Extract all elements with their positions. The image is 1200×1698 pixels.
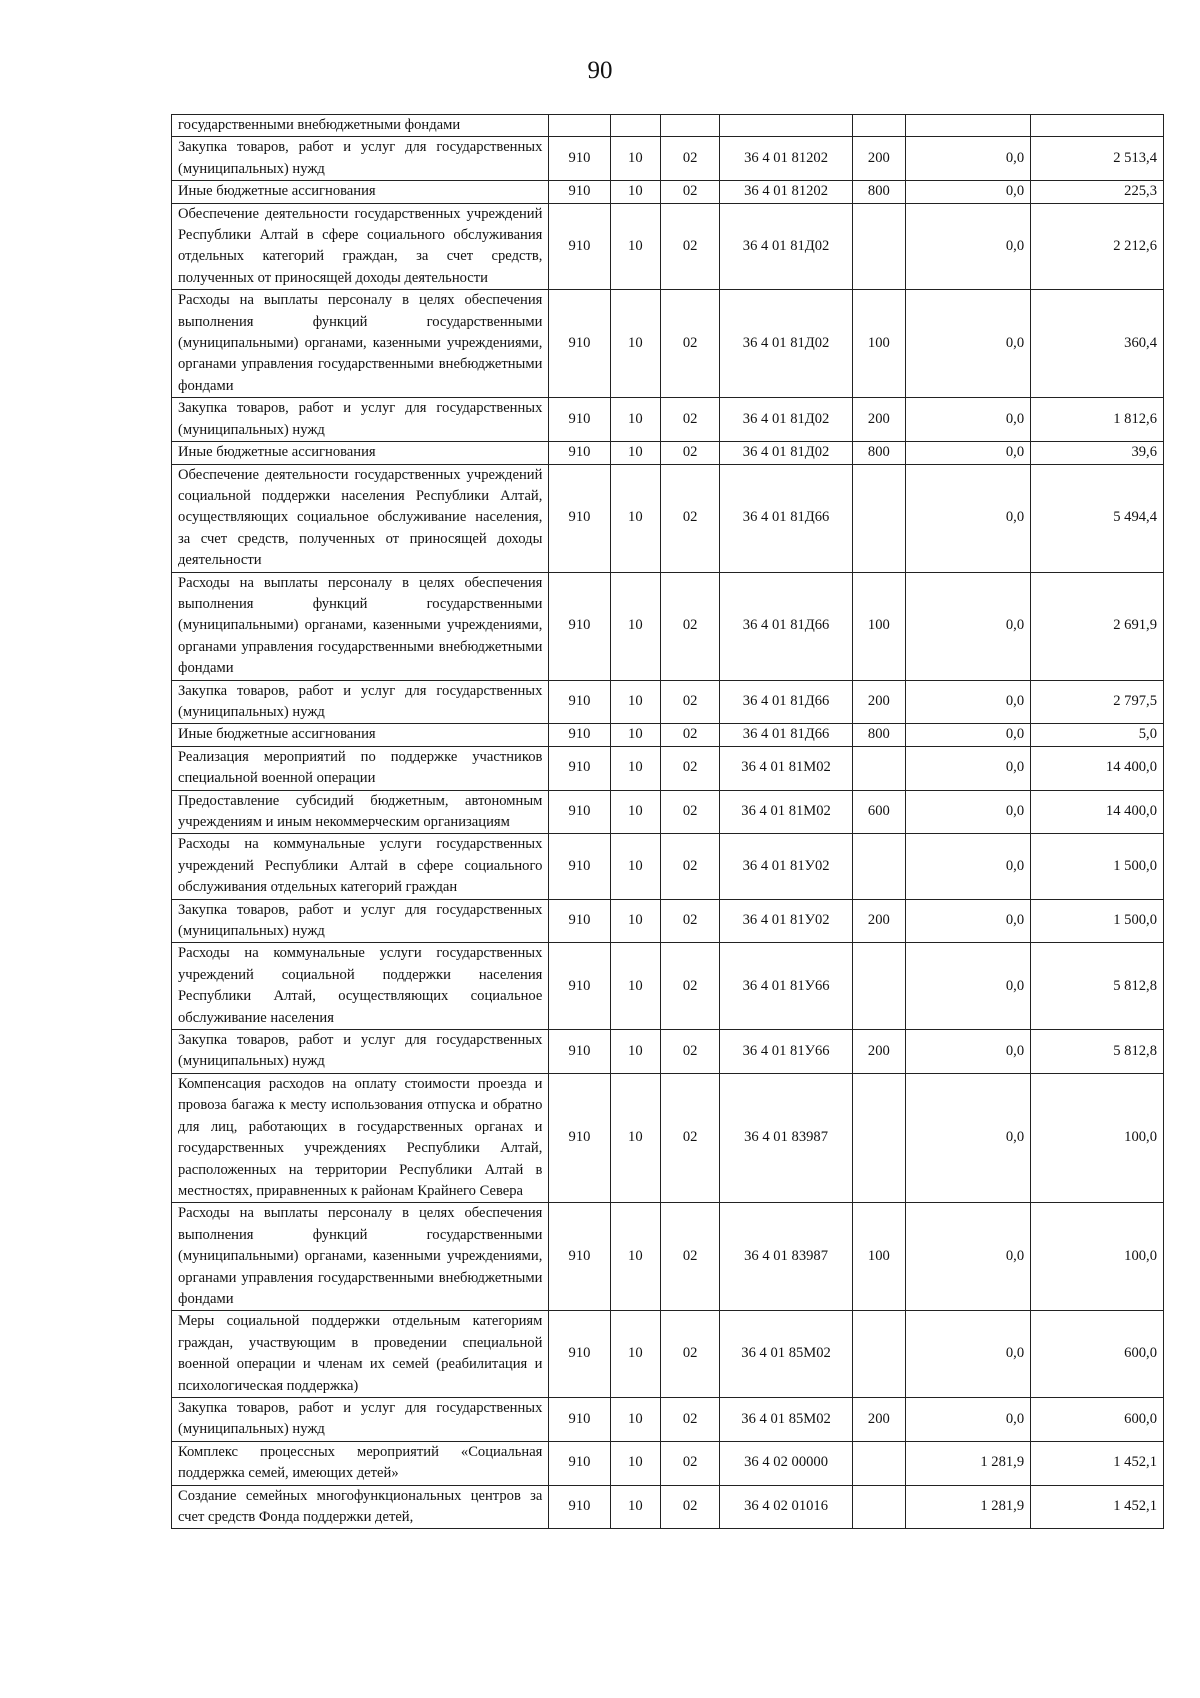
row-description: Закупка товаров, работ и услуг для государственных (муниципальных) нужд bbox=[172, 680, 549, 724]
table-row bbox=[172, 899, 1164, 943]
table-row bbox=[172, 834, 1164, 899]
target-article: 36 4 01 85М02 bbox=[720, 1311, 853, 1398]
amount-plan-1: 0,0 bbox=[905, 746, 1030, 790]
row-description: Закупка товаров, работ и услуг для государственных (муниципальных) нужд bbox=[172, 899, 549, 943]
amount-plan-1: 0,0 bbox=[905, 181, 1030, 203]
target-article: 36 4 01 83987 bbox=[720, 1073, 853, 1202]
section-code: 10 bbox=[610, 290, 661, 398]
expense-type bbox=[852, 203, 905, 290]
subsection-code: 02 bbox=[661, 1397, 720, 1441]
section-code: 10 bbox=[610, 834, 661, 899]
target-article: 36 4 01 81Д02 bbox=[720, 290, 853, 398]
subsection-code: 02 bbox=[661, 790, 720, 834]
admin-code: 910 bbox=[549, 790, 610, 834]
amount-plan-2: 100,0 bbox=[1031, 1203, 1164, 1311]
section-code: 10 bbox=[610, 724, 661, 746]
row-description: Расходы на выплаты персоналу в целях обеспечения выполнения функций государственными (муниципальными) органами, казенными учреждениями, органами управления государственными внебюджетными фондами bbox=[172, 572, 549, 680]
section-code: 10 bbox=[610, 1073, 661, 1202]
amount-plan-2: 600,0 bbox=[1031, 1311, 1164, 1398]
admin-code: 910 bbox=[549, 398, 610, 442]
section-code: 10 bbox=[610, 137, 661, 181]
expense-type: 200 bbox=[852, 680, 905, 724]
table-row bbox=[172, 203, 1164, 290]
target-article: 36 4 01 81Д02 bbox=[720, 203, 853, 290]
expense-type bbox=[852, 834, 905, 899]
amount-plan-2: 360,4 bbox=[1031, 290, 1164, 398]
table-row bbox=[172, 1030, 1164, 1074]
section-code: 10 bbox=[610, 790, 661, 834]
subsection-code: 02 bbox=[661, 724, 720, 746]
section-code: 10 bbox=[610, 181, 661, 203]
subsection-code: 02 bbox=[661, 181, 720, 203]
subsection-code: 02 bbox=[661, 203, 720, 290]
target-article: 36 4 01 81М02 bbox=[720, 746, 853, 790]
row-description: Закупка товаров, работ и услуг для государственных (муниципальных) нужд bbox=[172, 137, 549, 181]
amount-plan-1: 0,0 bbox=[905, 290, 1030, 398]
amount-plan-1: 0,0 bbox=[905, 398, 1030, 442]
amount-plan-2: 5 812,8 bbox=[1031, 1030, 1164, 1074]
subsection-code: 02 bbox=[661, 680, 720, 724]
section-code: 10 bbox=[610, 680, 661, 724]
budget-table bbox=[171, 114, 1164, 1529]
amount-plan-1: 0,0 bbox=[905, 1311, 1030, 1398]
section-code bbox=[610, 115, 661, 137]
amount-plan-1: 0,0 bbox=[905, 203, 1030, 290]
target-article: 36 4 01 81Д02 bbox=[720, 398, 853, 442]
amount-plan-2: 5 494,4 bbox=[1031, 464, 1164, 572]
amount-plan-2: 100,0 bbox=[1031, 1073, 1164, 1202]
amount-plan-2: 5,0 bbox=[1031, 724, 1164, 746]
subsection-code: 02 bbox=[661, 1311, 720, 1398]
table-row bbox=[172, 746, 1164, 790]
amount-plan-1: 0,0 bbox=[905, 572, 1030, 680]
table-row bbox=[172, 398, 1164, 442]
expense-type: 200 bbox=[852, 899, 905, 943]
section-code: 10 bbox=[610, 572, 661, 680]
table-row bbox=[172, 464, 1164, 572]
table-row bbox=[172, 115, 1164, 137]
table-row bbox=[172, 943, 1164, 1030]
target-article: 36 4 01 81У02 bbox=[720, 899, 853, 943]
amount-plan-2: 1 812,6 bbox=[1031, 398, 1164, 442]
target-article: 36 4 01 81Д66 bbox=[720, 724, 853, 746]
amount-plan-1: 0,0 bbox=[905, 464, 1030, 572]
admin-code: 910 bbox=[549, 834, 610, 899]
expense-type bbox=[852, 1441, 905, 1485]
page-number: 90 bbox=[587, 57, 613, 84]
row-description: Обеспечение деятельности государственных учреждений Республики Алтай в сфере социального обслуживания отдельных категорий граждан, за счет средств, полученных от приносящей доходы деятельности bbox=[172, 203, 549, 290]
admin-code: 910 bbox=[549, 572, 610, 680]
target-article: 36 4 01 85М02 bbox=[720, 1397, 853, 1441]
target-article: 36 4 01 81У02 bbox=[720, 834, 853, 899]
admin-code: 910 bbox=[549, 1485, 610, 1529]
amount-plan-1: 0,0 bbox=[905, 1073, 1030, 1202]
amount-plan-1: 0,0 bbox=[905, 943, 1030, 1030]
section-code: 10 bbox=[610, 203, 661, 290]
amount-plan-2: 1 500,0 bbox=[1031, 899, 1164, 943]
target-article: 36 4 01 81Д66 bbox=[720, 572, 853, 680]
amount-plan-2: 1 452,1 bbox=[1031, 1485, 1164, 1529]
admin-code: 910 bbox=[549, 181, 610, 203]
table-row bbox=[172, 1485, 1164, 1529]
admin-code: 910 bbox=[549, 464, 610, 572]
row-description: государственными внебюджетными фондами bbox=[172, 115, 549, 137]
target-article: 36 4 02 01016 bbox=[720, 1485, 853, 1529]
target-article: 36 4 01 81У66 bbox=[720, 1030, 853, 1074]
amount-plan-2: 2 797,5 bbox=[1031, 680, 1164, 724]
amount-plan-1: 1 281,9 bbox=[905, 1441, 1030, 1485]
target-article: 36 4 01 81202 bbox=[720, 137, 853, 181]
row-description: Создание семейных многофункциональных центров за счет средств Фонда поддержки детей, bbox=[172, 1485, 549, 1529]
expense-type bbox=[852, 115, 905, 137]
amount-plan-2: 39,6 bbox=[1031, 442, 1164, 464]
target-article: 36 4 01 83987 bbox=[720, 1203, 853, 1311]
amount-plan-2: 2 691,9 bbox=[1031, 572, 1164, 680]
table-row bbox=[172, 290, 1164, 398]
section-code: 10 bbox=[610, 464, 661, 572]
subsection-code: 02 bbox=[661, 1203, 720, 1311]
target-article: 36 4 01 81Д66 bbox=[720, 464, 853, 572]
amount-plan-1: 0,0 bbox=[905, 834, 1030, 899]
subsection-code: 02 bbox=[661, 1485, 720, 1529]
admin-code: 910 bbox=[549, 203, 610, 290]
target-article: 36 4 01 81М02 bbox=[720, 790, 853, 834]
section-code: 10 bbox=[610, 1485, 661, 1529]
amount-plan-2: 1 500,0 bbox=[1031, 834, 1164, 899]
table-row bbox=[172, 137, 1164, 181]
amount-plan-1: 0,0 bbox=[905, 899, 1030, 943]
subsection-code: 02 bbox=[661, 943, 720, 1030]
admin-code bbox=[549, 115, 610, 137]
expense-type: 100 bbox=[852, 1203, 905, 1311]
amount-plan-2: 2 513,4 bbox=[1031, 137, 1164, 181]
row-description: Расходы на выплаты персоналу в целях обеспечения выполнения функций государственными (муниципальными) органами, казенными учреждениями, органами управления государственными внебюджетными фондами bbox=[172, 290, 549, 398]
expense-type: 200 bbox=[852, 398, 905, 442]
subsection-code: 02 bbox=[661, 137, 720, 181]
section-code: 10 bbox=[610, 442, 661, 464]
expense-type: 200 bbox=[852, 1397, 905, 1441]
subsection-code: 02 bbox=[661, 899, 720, 943]
amount-plan-2: 2 212,6 bbox=[1031, 203, 1164, 290]
table-row bbox=[172, 1311, 1164, 1398]
amount-plan-1: 0,0 bbox=[905, 680, 1030, 724]
table-row bbox=[172, 680, 1164, 724]
table-row bbox=[172, 724, 1164, 746]
expense-type bbox=[852, 943, 905, 1030]
amount-plan-2: 5 812,8 bbox=[1031, 943, 1164, 1030]
expense-type: 800 bbox=[852, 181, 905, 203]
expense-type: 800 bbox=[852, 442, 905, 464]
row-description: Расходы на коммунальные услуги государственных учреждений социальной поддержки населения Республики Алтай, осуществляющих социальное обслуживание населения bbox=[172, 943, 549, 1030]
section-code: 10 bbox=[610, 1397, 661, 1441]
row-description: Меры социальной поддержки отдельным категориям граждан, участвующим в проведении специальной военной операции и членам их семей (реабилитация и психологическая поддержка) bbox=[172, 1311, 549, 1398]
target-article: 36 4 01 81202 bbox=[720, 181, 853, 203]
subsection-code: 02 bbox=[661, 442, 720, 464]
amount-plan-1: 0,0 bbox=[905, 1397, 1030, 1441]
admin-code: 910 bbox=[549, 137, 610, 181]
subsection-code: 02 bbox=[661, 834, 720, 899]
admin-code: 910 bbox=[549, 1311, 610, 1398]
amount-plan-1: 0,0 bbox=[905, 1030, 1030, 1074]
admin-code: 910 bbox=[549, 943, 610, 1030]
row-description: Реализация мероприятий по поддержке участников специальной военной операции bbox=[172, 746, 549, 790]
expense-type bbox=[852, 464, 905, 572]
section-code: 10 bbox=[610, 1441, 661, 1485]
amount-plan-1 bbox=[905, 115, 1030, 137]
table-row bbox=[172, 572, 1164, 680]
table-row bbox=[172, 1441, 1164, 1485]
row-description: Расходы на выплаты персоналу в целях обеспечения выполнения функций государственными (муниципальными) органами, казенными учреждениями, органами управления государственными внебюджетными фондами bbox=[172, 1203, 549, 1311]
row-description: Комплекс процессных мероприятий «Социальная поддержка семей, имеющих детей» bbox=[172, 1441, 549, 1485]
expense-type: 100 bbox=[852, 572, 905, 680]
amount-plan-1: 0,0 bbox=[905, 137, 1030, 181]
subsection-code: 02 bbox=[661, 464, 720, 572]
subsection-code bbox=[661, 115, 720, 137]
target-article: 36 4 02 00000 bbox=[720, 1441, 853, 1485]
expense-type bbox=[852, 1311, 905, 1398]
subsection-code: 02 bbox=[661, 398, 720, 442]
table-row bbox=[172, 1073, 1164, 1202]
row-description: Закупка товаров, работ и услуг для государственных (муниципальных) нужд bbox=[172, 1397, 549, 1441]
row-description: Иные бюджетные ассигнования bbox=[172, 442, 549, 464]
target-article: 36 4 01 81Д66 bbox=[720, 680, 853, 724]
amount-plan-1: 0,0 bbox=[905, 724, 1030, 746]
amount-plan-1: 1 281,9 bbox=[905, 1485, 1030, 1529]
table-row bbox=[172, 181, 1164, 203]
admin-code: 910 bbox=[549, 899, 610, 943]
expense-type: 600 bbox=[852, 790, 905, 834]
admin-code: 910 bbox=[549, 680, 610, 724]
subsection-code: 02 bbox=[661, 572, 720, 680]
amount-plan-2 bbox=[1031, 115, 1164, 137]
admin-code: 910 bbox=[549, 290, 610, 398]
subsection-code: 02 bbox=[661, 746, 720, 790]
expense-type bbox=[852, 1073, 905, 1202]
table-row bbox=[172, 442, 1164, 464]
row-description: Иные бюджетные ассигнования bbox=[172, 724, 549, 746]
amount-plan-1: 0,0 bbox=[905, 442, 1030, 464]
admin-code: 910 bbox=[549, 1073, 610, 1202]
section-code: 10 bbox=[610, 899, 661, 943]
subsection-code: 02 bbox=[661, 1073, 720, 1202]
admin-code: 910 bbox=[549, 1397, 610, 1441]
row-description: Закупка товаров, работ и услуг для государственных (муниципальных) нужд bbox=[172, 1030, 549, 1074]
expense-type bbox=[852, 1485, 905, 1529]
admin-code: 910 bbox=[549, 442, 610, 464]
amount-plan-1: 0,0 bbox=[905, 1203, 1030, 1311]
row-description: Предоставление субсидий бюджетным, автономным учреждениям и иным некоммерческим организациям bbox=[172, 790, 549, 834]
table-row bbox=[172, 790, 1164, 834]
row-description: Расходы на коммунальные услуги государственных учреждений Республики Алтай в сфере социального обслуживания отдельных категорий граждан bbox=[172, 834, 549, 899]
subsection-code: 02 bbox=[661, 290, 720, 398]
amount-plan-2: 600,0 bbox=[1031, 1397, 1164, 1441]
subsection-code: 02 bbox=[661, 1441, 720, 1485]
amount-plan-1: 0,0 bbox=[905, 790, 1030, 834]
target-article bbox=[720, 115, 853, 137]
section-code: 10 bbox=[610, 943, 661, 1030]
section-code: 10 bbox=[610, 398, 661, 442]
amount-plan-2: 14 400,0 bbox=[1031, 746, 1164, 790]
row-description: Закупка товаров, работ и услуг для государственных (муниципальных) нужд bbox=[172, 398, 549, 442]
table-row bbox=[172, 1397, 1164, 1441]
budget-table-body bbox=[172, 115, 1164, 1529]
amount-plan-2: 1 452,1 bbox=[1031, 1441, 1164, 1485]
row-description: Компенсация расходов на оплату стоимости проезда и провоза багажа к месту использования отпуска и обратно для лиц, работающих в государственных органах и государственных учреждениях Республики Алтай, расположенных на территории Республики Алтай в местностях, приравненных к районам Крайнего Севера bbox=[172, 1073, 549, 1202]
expense-type: 800 bbox=[852, 724, 905, 746]
target-article: 36 4 01 81Д02 bbox=[720, 442, 853, 464]
admin-code: 910 bbox=[549, 746, 610, 790]
admin-code: 910 bbox=[549, 724, 610, 746]
admin-code: 910 bbox=[549, 1203, 610, 1311]
section-code: 10 bbox=[610, 1030, 661, 1074]
target-article: 36 4 01 81У66 bbox=[720, 943, 853, 1030]
expense-type bbox=[852, 746, 905, 790]
row-description: Иные бюджетные ассигнования bbox=[172, 181, 549, 203]
expense-type: 200 bbox=[852, 1030, 905, 1074]
table-row bbox=[172, 1203, 1164, 1311]
admin-code: 910 bbox=[549, 1441, 610, 1485]
section-code: 10 bbox=[610, 1311, 661, 1398]
row-description: Обеспечение деятельности государственных учреждений социальной поддержки населения Республики Алтай, осуществляющих социальное обслуживание населения, за счет средств, полученных от приносящей доходы деятельности bbox=[172, 464, 549, 572]
expense-type: 100 bbox=[852, 290, 905, 398]
amount-plan-2: 14 400,0 bbox=[1031, 790, 1164, 834]
section-code: 10 bbox=[610, 1203, 661, 1311]
admin-code: 910 bbox=[549, 1030, 610, 1074]
section-code: 10 bbox=[610, 746, 661, 790]
expense-type: 200 bbox=[852, 137, 905, 181]
amount-plan-2: 225,3 bbox=[1031, 181, 1164, 203]
subsection-code: 02 bbox=[661, 1030, 720, 1074]
